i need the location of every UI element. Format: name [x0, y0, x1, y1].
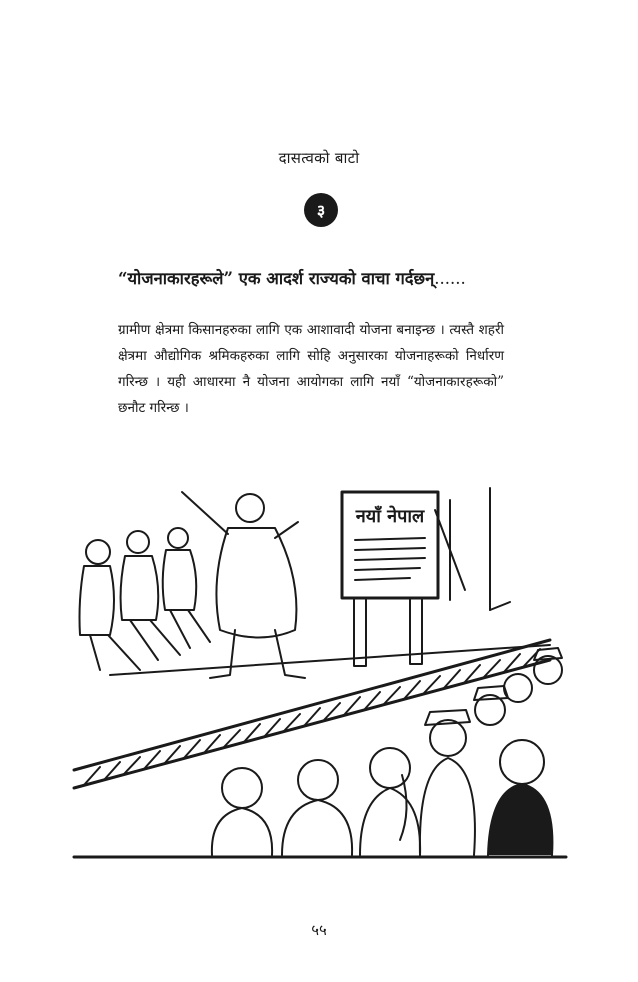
sign-text: नयाँ नेपाल: [355, 506, 425, 527]
cartoon-illustration: [70, 470, 570, 860]
running-head: दासत्वको बाटो: [278, 149, 360, 167]
page-number: ५५: [311, 921, 327, 939]
heading-ellipsis: ......: [434, 269, 466, 288]
chapter-heading: [118, 266, 538, 289]
chapter-number: ३: [316, 201, 326, 220]
crowd-figures: [212, 648, 562, 855]
body-paragraph: ग्रामीण क्षेत्रमा किसानहरुका लागि एक आशावादी योजना बनाइन्छ । त्यस्तै शहरी क्षेत्रमा औद्योगिक श्रमिकहरुका लागि सोहि अनुसारका योजनाहरूको निर्धारण गरिन्छ । यही आधारमा नै योजना आयोगका लागि नयाँ “योजनाकारहरूको” छनौट गरिन्छ ।: [118, 322, 504, 416]
seated-people: [80, 528, 211, 670]
heading-text: “योजनाकारहरूले” एक आदर्श राज्यको वाचा गर्दछन्: [118, 269, 435, 288]
chapter-number-badge: [304, 193, 338, 227]
speaker-figure: [182, 492, 305, 678]
